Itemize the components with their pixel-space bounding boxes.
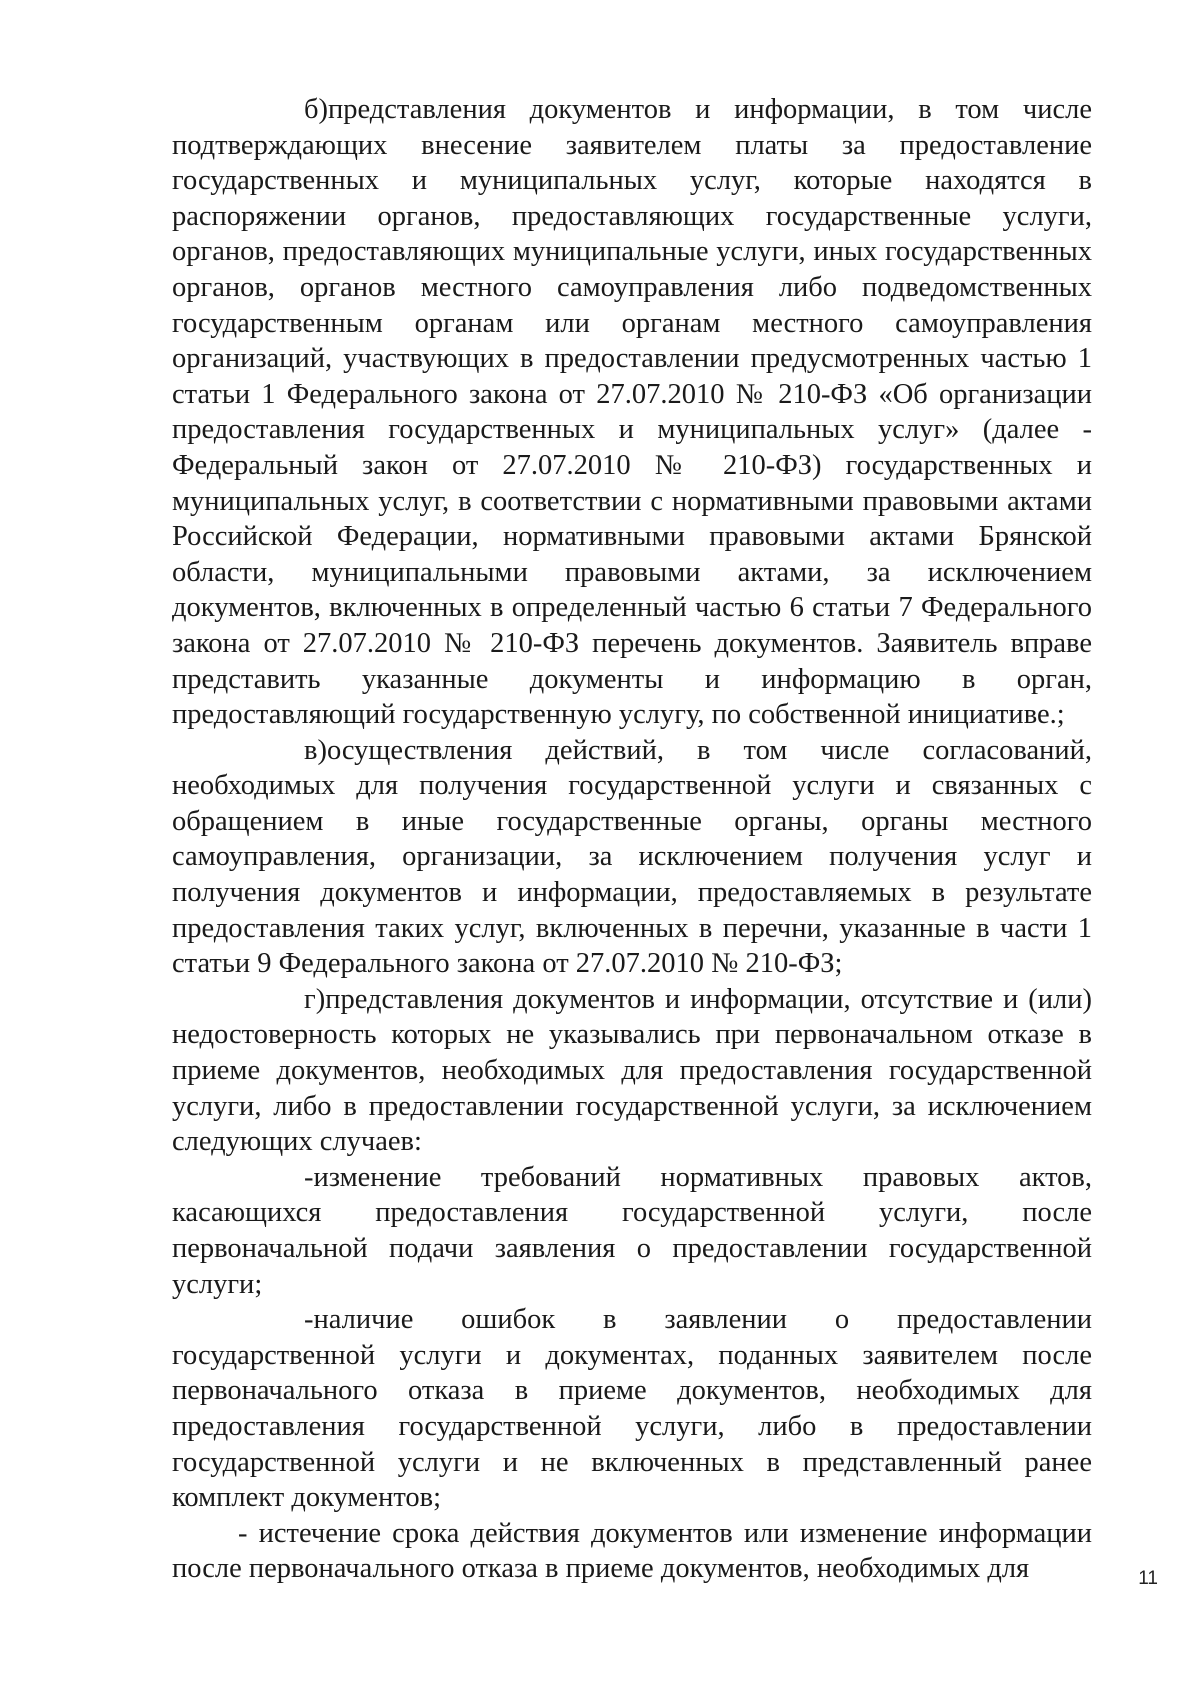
list-dash: - [304, 1161, 314, 1193]
paragraph-text: представления документов и информации, в том числе подтверждающих внесение заявителем платы за предоставление государственных и муниципальных услуг, которые находятся в распоряжении органов, предоставляющих государственные услуги, органов, предоставляющих муниципальные услуги, иных государственных органов, органов местного самоуправления либо подведомственных государственным органам или органам местного самоуправления организаций, участвующих в предоставлении предусмотренных частью 1 статьи 1 Федерального закона от 27.07.2010 № 210-ФЗ «Об организации предоставления государственных и муниципальных услуг» (далее - Федеральный закон от 27.07.2010 № 210-ФЗ) государственных и муниципальных услуг, в соответствии с нормативными правовыми актами Российской Федерации, нормативными правовыми актами Брянской области, муниципальными правовыми актами, за исключением документов, включенных в определенный частью 6 статьи 7 Федерального закона от 27.07.2010 № 210-ФЗ перечень документов. Заявитель вправе представить указанные документы и информацию в орган, предоставляющий государственную услугу, по собственной инициативе.; [172, 94, 1092, 731]
paragraph-v [172, 733, 1092, 982]
paragraph-marker: б) [304, 94, 328, 125]
paragraph-marker: в) [304, 734, 327, 766]
paragraph-text: представления документов и информации, отсутствие и (или) недостоверность которых не указывались при первоначальном отказе в приеме документов, необходимых для предоставления государственной услуги, либо в предоставлении государственной услуги, за исключением следующих случаев: [172, 983, 1092, 1158]
paragraph-text: осуществления действий, в том числе согласований, необходимых для получения государственной услуги и связанных с обращением в иные государственные органы, органы местного самоуправления, организации, за исключением получения услуг и получения документов и информации, предоставляемых в результате предоставления таких услуг, включенных в перечни, указанные в части 1 статьи 9 Федерального закона от 27.07.2010 № 210-ФЗ; [172, 734, 1092, 980]
paragraph-marker: г) [304, 983, 326, 1015]
list-item-text: наличие ошибок в заявлении о предоставлении государственной услуги и документах, поданных заявителем после первоначального отказа в приеме документов, необходимых для предоставления государственной услуги, либо в предоставлении государственной услуги и не включенных в представленный ранее комплект документов; [172, 1304, 1092, 1514]
list-item [172, 1160, 1092, 1302]
list-dash: - [304, 1304, 314, 1336]
document-body [172, 92, 1092, 1587]
list-item-continued [172, 1516, 1092, 1587]
list-item-text: - истечение срока действия документов или изменение информации после первоначального отказа в приеме документов, необходимых для [172, 1517, 1092, 1585]
list-item-text: изменение требований нормативных правовых актов, касающихся предоставления государственной услуги, после первоначальной подачи заявления о предоставлении государственной услуги; [172, 1161, 1092, 1300]
paragraph-g [172, 982, 1092, 1160]
list-item [172, 1302, 1092, 1516]
paragraph-b [172, 92, 1092, 733]
page-number: 11 [1138, 1568, 1158, 1589]
